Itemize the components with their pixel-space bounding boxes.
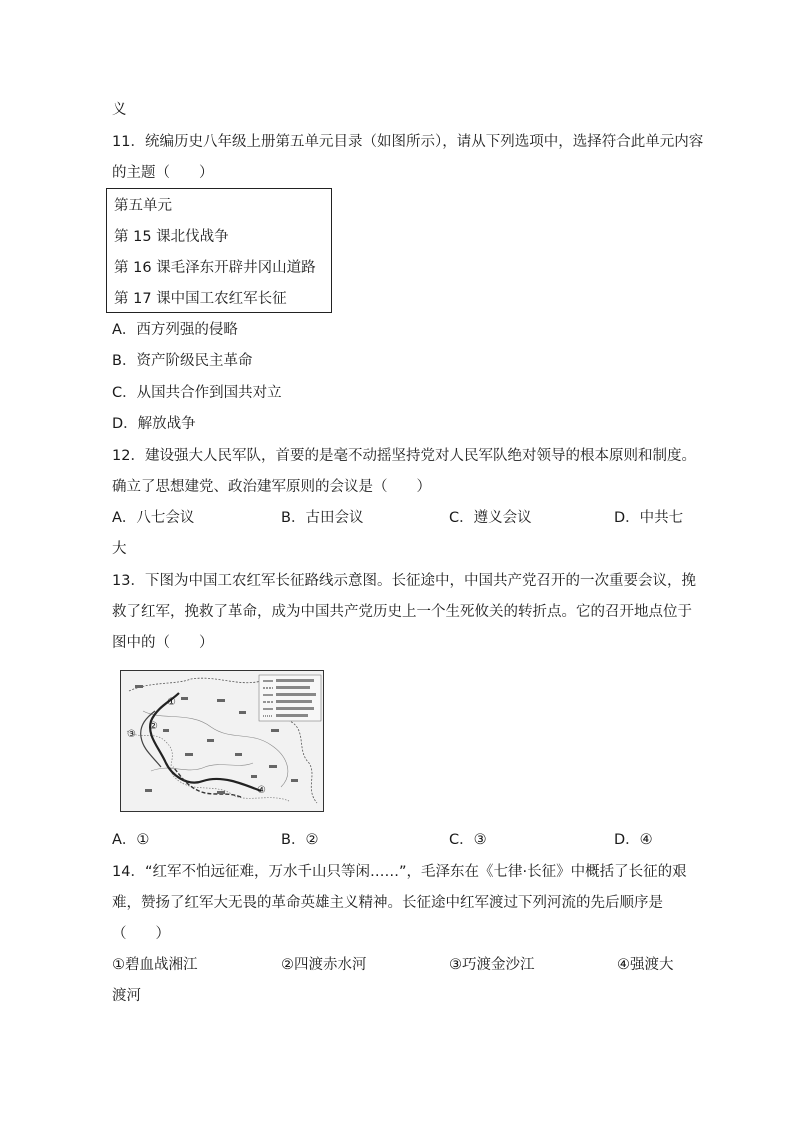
q14-item-1: ①碧血战湘江 bbox=[112, 957, 198, 973]
q14-stem-line3: （ ） bbox=[112, 926, 170, 942]
long-march-route-map bbox=[120, 670, 324, 812]
toc-lesson-16: 第 16 课毛泽东开辟井冈山道路 bbox=[114, 260, 316, 276]
q12-option-c: C．遵义会议 bbox=[449, 510, 532, 526]
q11-option-a: A．西方列强的侵略 bbox=[112, 322, 238, 338]
q12-option-b: B．古田会议 bbox=[281, 510, 364, 526]
map-marker-2: ② bbox=[149, 721, 158, 732]
q12-option-a: A．八七会议 bbox=[112, 510, 195, 526]
map-marker-4: ④ bbox=[257, 785, 266, 796]
q13-stem-line3: 图中的（ ） bbox=[112, 635, 214, 651]
q11-option-b: B．资产阶级民主革命 bbox=[112, 353, 253, 369]
map-legend bbox=[259, 675, 321, 721]
q11-table-of-contents-box bbox=[106, 188, 332, 313]
map-marker-3: ③ bbox=[127, 729, 136, 740]
q11-stem-line2: 的主题（ ） bbox=[112, 165, 214, 181]
q12-option-d: D．中共七 bbox=[614, 510, 684, 526]
q11-option-d: D．解放战争 bbox=[112, 416, 196, 432]
toc-unit-title: 第五单元 bbox=[114, 198, 172, 214]
q13-option-a: A．① bbox=[112, 832, 150, 848]
map-marker-1: ① bbox=[167, 697, 176, 708]
toc-lesson-15: 第 15 课北伐战争 bbox=[114, 229, 229, 245]
q13-option-b: B．② bbox=[281, 832, 319, 848]
q14-item-4: ④强渡大 bbox=[617, 957, 674, 973]
q14-item-3: ③巧渡金沙江 bbox=[449, 957, 535, 973]
q14-stem-line2: 难，赞扬了红军大无畏的革命英雄主义精神。长征途中红军渡过下列河流的先后顺序是 bbox=[112, 895, 663, 911]
map-drawing bbox=[121, 671, 324, 812]
q13-option-c: C．③ bbox=[449, 832, 487, 848]
q11-option-c: C．从国共合作到国共对立 bbox=[112, 385, 282, 401]
q12-option-d-wrap: 大 bbox=[112, 541, 127, 557]
q14-item-4-wrap: 渡河 bbox=[112, 988, 141, 1004]
q14-item-2: ②四渡赤水河 bbox=[281, 957, 367, 973]
continuation-text: 义 bbox=[112, 102, 127, 118]
q13-option-d: D．④ bbox=[614, 832, 653, 848]
q12-stem-line2: 确立了思想建党、政治建军原则的会议是（ ） bbox=[112, 479, 431, 495]
q13-stem-line2: 救了红军，挽救了革命，成为中国共产党历史上一个生死攸关的转折点。它的召开地点位于 bbox=[112, 604, 692, 620]
q13-stem-line1: 13．下图为中国工农红军长征路线示意图。长征途中，中国共产党召开的一次重要会议，挽 bbox=[112, 573, 696, 589]
toc-lesson-17: 第 17 课中国工农红军长征 bbox=[114, 291, 287, 307]
q11-stem-line1: 11．统编历史八年级上册第五单元目录（如图所示），请从下列选项中，选择符合此单元内容 bbox=[112, 134, 704, 150]
q14-stem-line1: 14．“红军不怕远征难，万水千山只等闲……”，毛泽东在《七律·长征》中概括了长征的艰 bbox=[112, 864, 687, 880]
q12-stem-line1: 12．建设强大人民军队，首要的是毫不动摇坚持党对人民军队绝对领导的根本原则和制度。 bbox=[112, 448, 696, 464]
